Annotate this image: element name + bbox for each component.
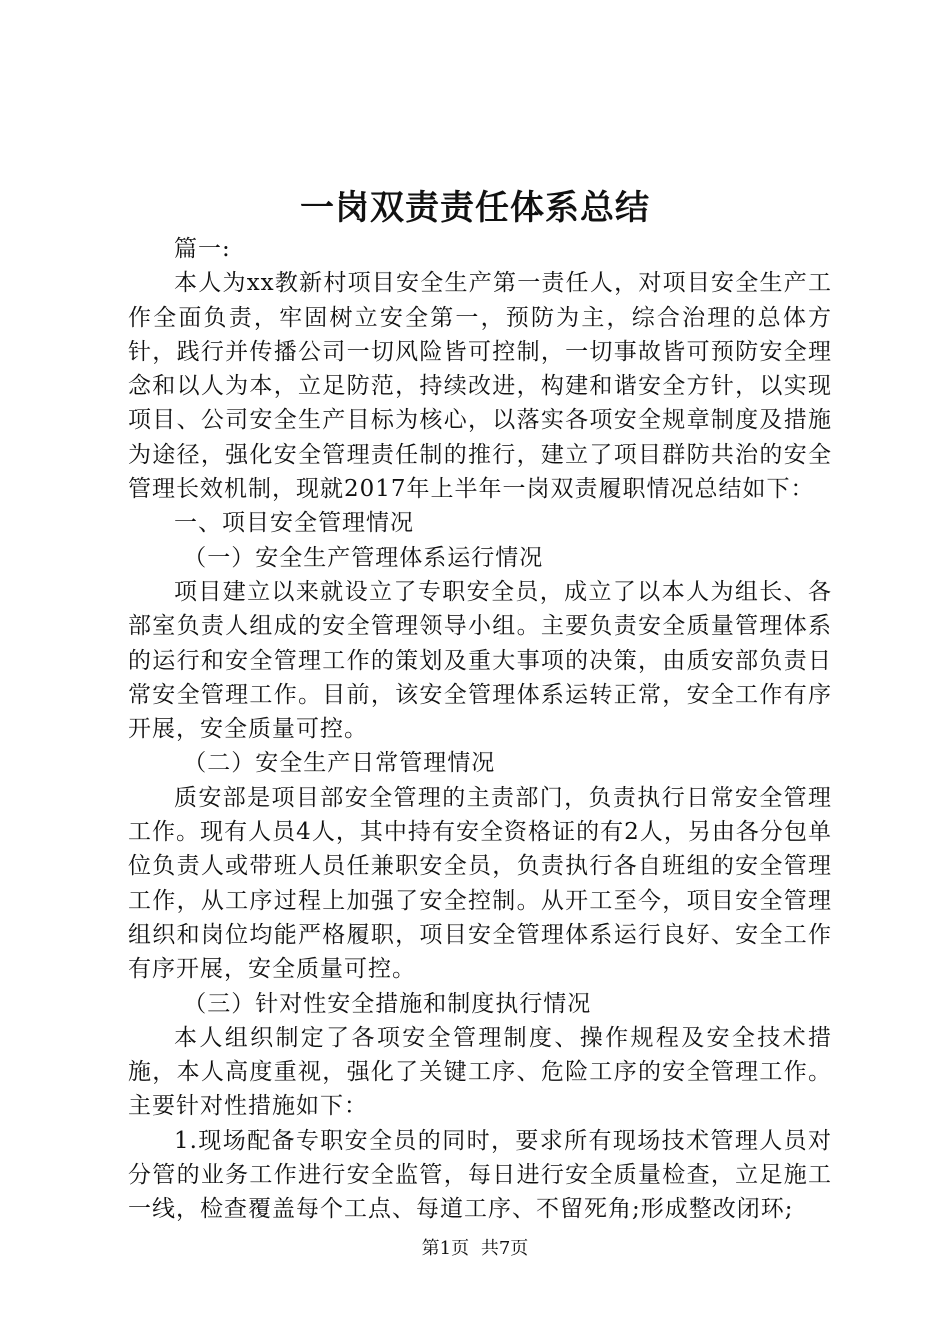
paragraph: 项目建立以来就设立了专职安全员，成立了以本人为组长、各部室负责人组成的安全管理领导小组。主要负责安全质量管理体系的运行和安全管理工作的策划及重大事项的决策，由质安部负责日常安全管理工作。目前，该安全管理体系运转正常，安全工作有序开展，安全质量可控。 [128,578,832,743]
subsection-heading: （二）安全生产日常管理情况 [183,750,496,777]
page-number: 第1页 [421,1238,470,1259]
paragraph: 1.现场配备专职安全员的同时，要求所有现场技术管理人员对分管的业务工作进行安全监管，每日进行安全质量检查，立足施工一线，检查覆盖每个工点、每道工序、不留死角;形成整改闭环; [128,1127,832,1223]
subsection-heading: （一）安全生产管理体系运行情况 [183,544,544,571]
subsection-heading: （三）针对性安全措施和制度执行情况 [183,990,592,1017]
page-footer [0,1237,950,1261]
paragraph: 篇一: [174,236,231,262]
document-title: 一岗双责责任体系总结 [300,188,650,228]
paragraph: 本人为xx教新村项目安全生产第一责任人，对项目安全生产工作全面负责，牢固树立安全第一，预防为主，综合治理的总体方针，践行并传播公司一切风险皆可控制，一切事故皆可预防安全理念和以人为本，立足防范，持续改进，构建和谐安全方针，以实现项目、公司安全生产目标为核心，以落实各项安全规章制度及措施为途径，强化安全管理责任制的推行，建立了项目群防共治的安全管理长效机制，现就2017年上半年一岗双责履职情况总结如下： [128,270,832,503]
paragraph: 质安部是项目部安全管理的主责部门，负责执行日常安全管理工作。现有人员4人，其中持有安全资格证的有2人，另由各分包单位负责人或带班人员任兼职安全员，负责执行各自班组的安全管理工作，从工序过程上加强了安全控制。从开工至今，项目安全管理组织和岗位均能严格履职，项目安全管理体系运行良好、安全工作有序开展，安全质量可控。 [128,784,832,983]
page-total: 共7页 [480,1238,529,1259]
section-heading: 一、项目安全管理情况 [174,510,414,537]
paragraph: 本人组织制定了各项安全管理制度、操作规程及安全技术措施，本人高度重视，强化了关键工序、危险工序的安全管理工作。主要针对性措施如下： [128,1024,832,1120]
document-body [128,232,832,1227]
